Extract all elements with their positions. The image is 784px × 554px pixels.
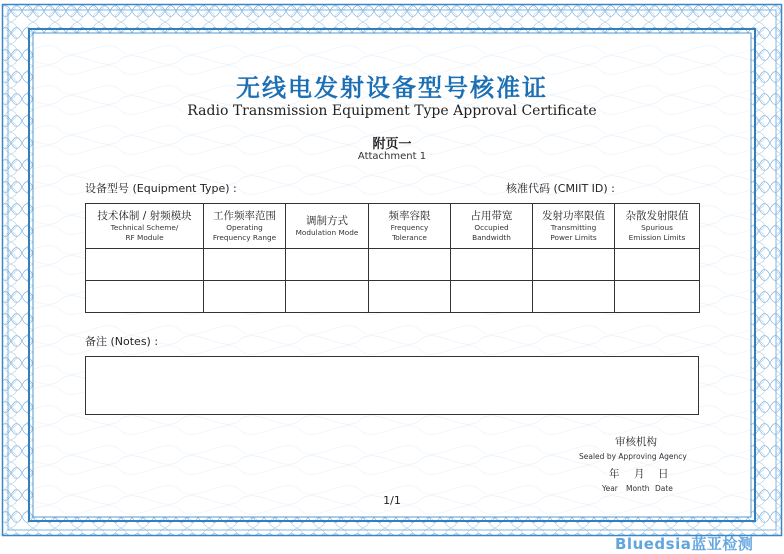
column-header-en: Operating [226, 223, 263, 232]
column-header-en: Emission Limits [628, 233, 686, 242]
certificate-title: 无线电发射设备型号核准证 [236, 74, 548, 102]
column-header-cn: 杂散发射限值 [625, 210, 689, 222]
column-header-cn: 工作频率范围 [213, 210, 276, 222]
year-label: 年 [609, 468, 620, 480]
notes-label: 备注 (Notes) : [85, 335, 159, 348]
notes-box [85, 356, 699, 415]
column-header [369, 204, 451, 249]
column-header [533, 204, 615, 249]
table-cell [369, 281, 451, 313]
cmiit-id-label: 核准代码 (CMIIT ID) : [506, 182, 615, 195]
column-header [204, 204, 286, 249]
column-header-cn: 技术体制 / 射频模块 [97, 210, 192, 222]
day-label: 日 [658, 468, 669, 480]
page-number: 1/1 [383, 494, 401, 507]
approving-agency-label-en: Sealed by Approving Agency [579, 452, 687, 461]
table-row [86, 249, 700, 281]
table-cell [286, 249, 369, 281]
table-cell [451, 249, 533, 281]
column-header-cn: 占用带宽 [470, 210, 513, 222]
bluedsia-watermark: Bluedsia蓝亚检测 [615, 535, 754, 553]
table-cell [369, 249, 451, 281]
day-label-en: Date [655, 484, 673, 493]
column-header-en: Tolerance [392, 233, 427, 242]
table-cell [451, 281, 533, 313]
table-header-row [86, 204, 700, 249]
column-header-en: Occupied [474, 223, 509, 232]
column-header-en: Technical Scheme/ [110, 223, 179, 232]
column-header-cn: 频率容限 [388, 210, 431, 222]
table-row [86, 281, 700, 313]
table-cell [533, 249, 615, 281]
column-header [286, 204, 369, 249]
column-header-cn: 发射功率限值 [542, 210, 605, 222]
column-header-en: Bandwidth [472, 233, 511, 242]
column-header-cn: 调制方式 [306, 215, 348, 227]
table-cell [533, 281, 615, 313]
month-label-en: Month [626, 484, 650, 493]
column-header-en: RF Module [125, 233, 164, 242]
column-header-en: Spurious [641, 223, 673, 232]
table-cell [615, 249, 700, 281]
approving-agency-label: 审核机构 [615, 436, 657, 448]
table-cell [615, 281, 700, 313]
equipment-type-label: 设备型号 (Equipment Type) : [85, 182, 237, 195]
column-header-en: Transmitting [550, 223, 597, 232]
column-header-en: Power Limits [550, 233, 597, 242]
table-cell [86, 249, 204, 281]
table-cell [86, 281, 204, 313]
column-header [451, 204, 533, 249]
column-header-en: Modulation Mode [295, 228, 359, 237]
specification-table [85, 203, 700, 313]
certificate-subtitle: Radio Transmission Equipment Type Approval Certificate [187, 103, 597, 119]
column-header [615, 204, 700, 249]
column-header-en: Frequency [390, 223, 429, 232]
month-label: 月 [634, 468, 645, 480]
column-header [86, 204, 204, 249]
column-header-en: Frequency Range [212, 233, 277, 242]
attachment-subheading: Attachment 1 [357, 151, 427, 162]
attachment-heading: 附页一 [372, 137, 412, 152]
year-label-en: Year [602, 484, 618, 493]
table-cell [286, 281, 369, 313]
table-cell [204, 249, 286, 281]
table-cell [204, 281, 286, 313]
